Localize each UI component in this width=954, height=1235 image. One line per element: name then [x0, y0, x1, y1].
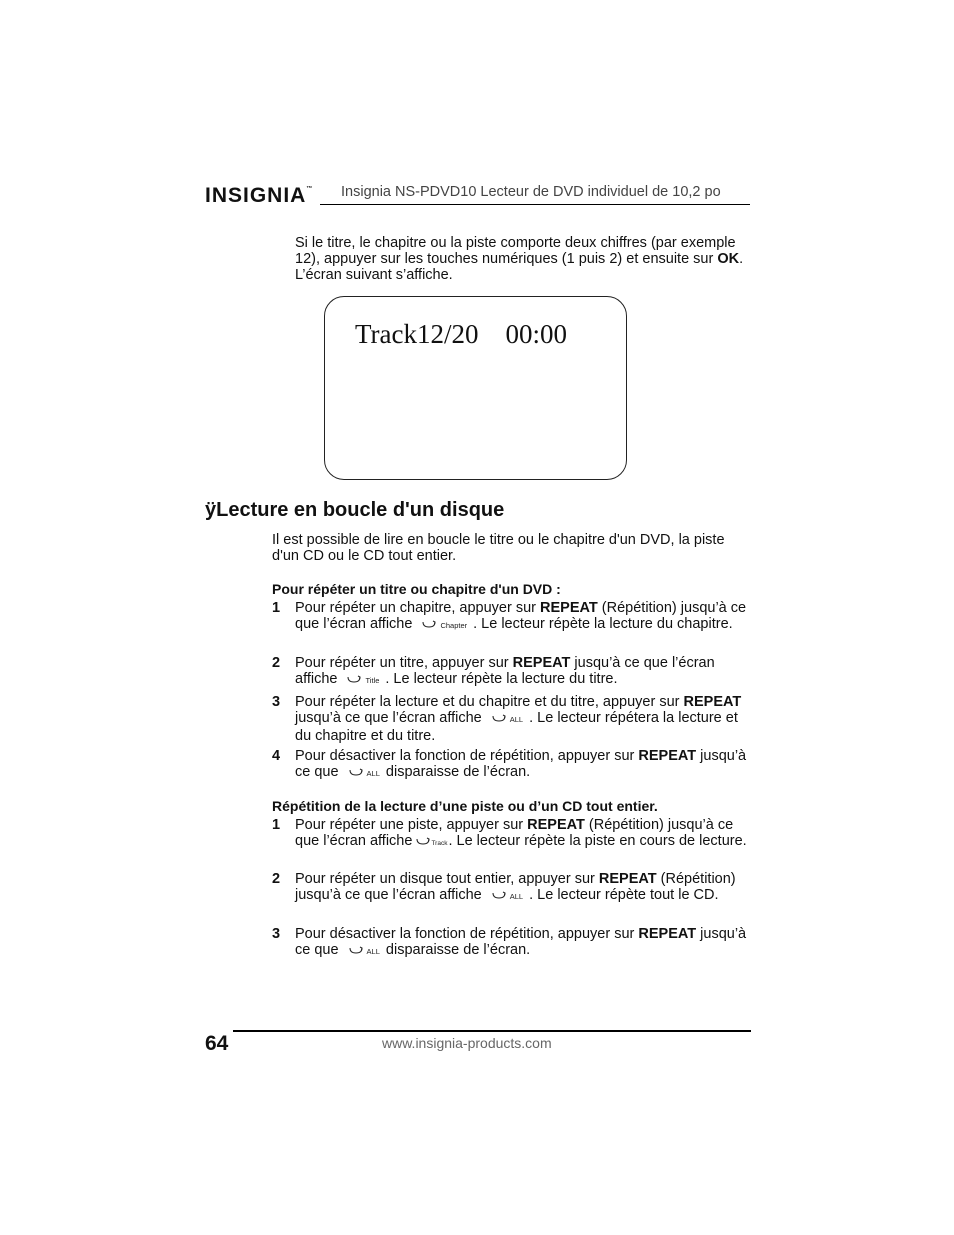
dvd-step-1: 1 Pour répéter un chapitre, appuyer sur REPEAT (Répétition) jusqu’à ce que l’écran affiche Chapter . Le lecteur répète la lecture du chapitre. [272, 600, 747, 632]
header-title: Insignia NS-PDVD10 Lecteur de DVD individuel de 10,2 po [341, 184, 721, 200]
dvd-step-3: 3 Pour répéter la lecture et du chapitre et du titre, appuyer sur REPEAT jusqu’à ce que l’écran affiche ALL . Le lecteur répétera la lecture et du chapitre et du titre. [272, 694, 742, 744]
step-number: 2 [272, 655, 281, 671]
repeat-icon: Title [347, 671, 379, 689]
step-number: 3 [272, 926, 281, 942]
insignia-logo: INSIGNIA™ [205, 184, 313, 207]
repeat-icon: Chapter [422, 616, 467, 634]
cd-subheading: Répétition de la lecture d’une piste ou d’un CD tout entier. [272, 798, 658, 814]
dvd-subheading: Pour répéter un titre ou chapitre d'un DVD : [272, 581, 561, 597]
section-intro: Il est possible de lire en boucle le titre ou le chapitre d'un DVD, la piste d'un CD ou le CD tout entier. [272, 532, 725, 564]
repeat-icon: ALL [349, 942, 380, 960]
repeat-icon: ALL [492, 710, 523, 728]
step-number: 1 [272, 817, 281, 833]
repeat-icon: ALL [349, 764, 380, 782]
intro-paragraph: Si le titre, le chapitre ou la piste comporte deux chiffres (par exemple 12), appuyer sur les touches numériques (1 puis 2) et ensuite sur OK. L’écran suivant s’affiche. [295, 235, 744, 283]
dvd-step-2: 2 Pour répéter un titre, appuyer sur REPEAT jusqu’à ce que l’écran affiche Title . Le lecteur répète la lecture du titre. [272, 655, 715, 687]
footer-url: www.insignia-products.com [382, 1035, 552, 1051]
repeat-icon: Track [416, 833, 447, 852]
footer-rule [233, 1030, 751, 1032]
screen-display-box [324, 296, 627, 480]
screen-display-text: Track12/20 00:00 [355, 319, 568, 349]
step-number: 4 [272, 748, 281, 764]
page-number: 64 [205, 1032, 229, 1055]
cd-step-3: 3 Pour désactiver la fonction de répétition, appuyer sur REPEAT jusqu’à ce que ALL disparaisse de l’écran. [272, 926, 747, 958]
dvd-step-4: 4 Pour désactiver la fonction de répétition, appuyer sur REPEAT jusqu’à ce que ALL disparaisse de l’écran. [272, 748, 747, 780]
cd-step-1: 1 Pour répéter une piste, appuyer sur REPEAT (Répétition) jusqu’à ce que l’écran affiche Track. Le lecteur répète la piste en cours de lecture. [272, 817, 750, 852]
step-number: 1 [272, 600, 281, 616]
step-number: 3 [272, 694, 281, 710]
step-number: 2 [272, 871, 281, 887]
header-rule [320, 204, 750, 205]
repeat-icon: ALL [492, 887, 523, 905]
section-heading: ÿLecture en boucle d'un disque [205, 499, 505, 521]
cd-step-2: 2 Pour répéter un disque tout entier, appuyer sur REPEAT (Répétition) jusqu’à ce que l’écran affiche ALL . Le lecteur répète tout le CD. [272, 871, 736, 903]
